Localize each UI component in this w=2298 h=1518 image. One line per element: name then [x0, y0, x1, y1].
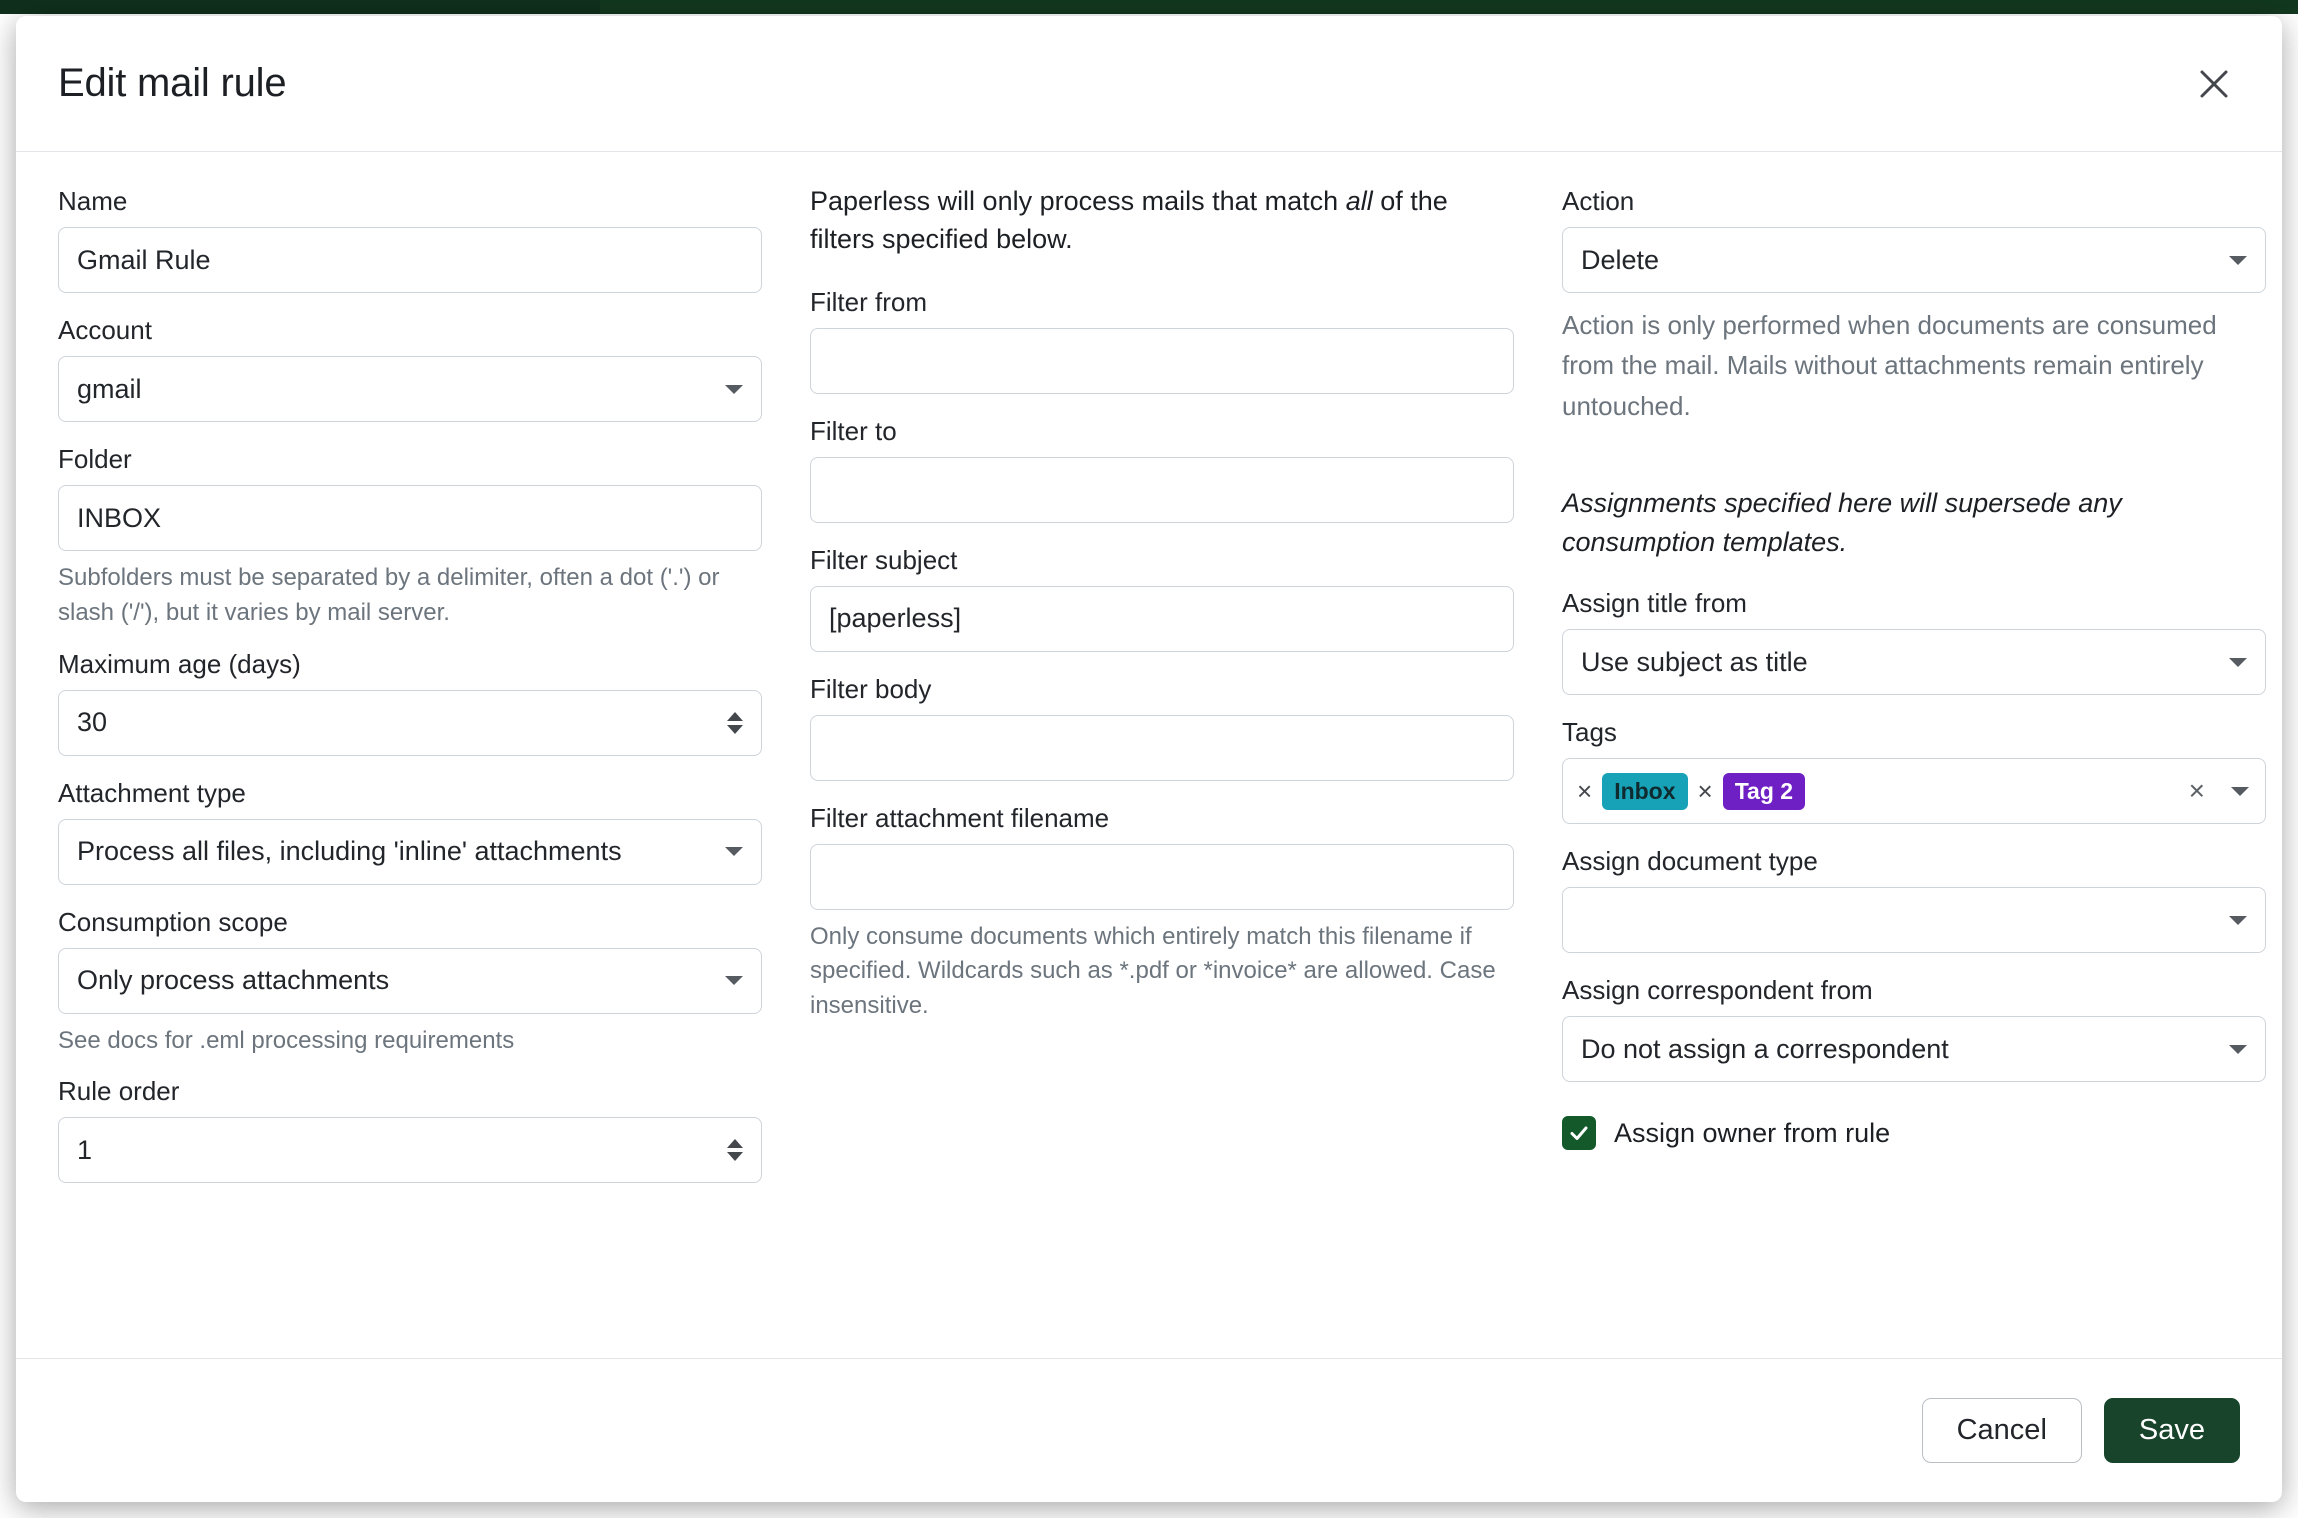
clear-icon[interactable]: ×	[2188, 775, 2205, 807]
attachment-type-select[interactable]	[58, 819, 762, 885]
backdrop-top-strip	[600, 0, 2298, 14]
filter-from-input[interactable]	[810, 328, 1514, 394]
remove-tag-icon[interactable]: ×	[1697, 776, 1713, 807]
account-value: gmail	[77, 373, 142, 404]
maximum-age-label: Maximum age (days)	[58, 648, 301, 679]
consumption-scope-help-text: See docs for .eml processing requirements	[58, 1026, 515, 1054]
filter-subject-input[interactable]	[810, 586, 1514, 652]
assign-correspondent-from-select[interactable]	[1562, 1016, 2266, 1082]
edit-mail-rule-dialog	[16, 16, 2282, 1502]
filter-subject-value: [paperless]	[829, 603, 962, 634]
action-label: Action	[1562, 186, 1635, 216]
assign-title-from-value: Use subject as title	[1581, 646, 1808, 677]
chevron-down-icon	[725, 385, 743, 394]
action-help-text: Action is only performed when documents are consumed from the mail. Mails without attachments remain entirely untouched.	[1562, 310, 2217, 421]
column-filters	[810, 182, 1514, 1358]
filter-body-input[interactable]	[810, 715, 1514, 781]
rule-order-stepper[interactable]	[58, 1117, 762, 1183]
assign-owner-label: Assign owner from rule	[1614, 1117, 1891, 1148]
assign-owner-from-rule-row[interactable]	[1562, 1116, 2266, 1150]
filters-intro-text: Paperless will only process mails that match all of the filters specified below.	[810, 186, 1448, 255]
name-input[interactable]	[58, 227, 762, 293]
save-button[interactable]: Save	[2104, 1398, 2240, 1464]
account-select[interactable]	[58, 356, 762, 422]
assign-owner-checkbox[interactable]	[1562, 1116, 1596, 1150]
tag-label: Inbox	[1602, 773, 1687, 810]
filter-from-label: Filter from	[810, 286, 927, 317]
action-value: Delete	[1581, 244, 1660, 275]
assign-correspondent-from-label: Assign correspondent from	[1562, 975, 1873, 1006]
chevron-down-icon	[725, 976, 743, 985]
chevron-down-icon	[2229, 658, 2247, 667]
filter-subject-label: Filter subject	[810, 544, 958, 575]
chevron-down-icon	[2229, 916, 2247, 925]
folder-help-text: Subfolders must be separated by a delimiter, often a dot ('.') or slash ('/'), but it varies by mail server.	[58, 564, 720, 626]
consumption-scope-label: Consumption scope	[58, 906, 288, 937]
dialog-footer	[16, 1358, 2282, 1502]
filter-to-label: Filter to	[810, 415, 897, 446]
tags-input[interactable]	[1562, 758, 2266, 824]
folder-label: Folder	[58, 444, 132, 474]
consumption-scope-select[interactable]	[58, 948, 762, 1014]
remove-tag-icon[interactable]: ×	[1577, 776, 1593, 807]
page-title: Edit mail rule	[58, 61, 287, 105]
tag-chip[interactable]	[1698, 773, 1806, 810]
chevron-down-icon[interactable]	[2231, 787, 2249, 796]
tags-label: Tags	[1562, 717, 1617, 748]
stepper-icon[interactable]	[727, 712, 743, 734]
name-label: Name	[58, 186, 128, 216]
filter-body-label: Filter body	[810, 673, 932, 704]
filter-attachment-help-text: Only consume documents which entirely match this filename if specified. Wildcards such as *.pdf or *invoice* are allowed. Case insensitive.	[810, 922, 1496, 1020]
filter-attachment-filename-label: Filter attachment filename	[810, 802, 1110, 833]
chevron-down-icon	[2229, 256, 2247, 265]
assign-title-from-label: Assign title from	[1562, 588, 1747, 619]
dialog-body	[16, 152, 2282, 1358]
rule-order-value: 1	[77, 1134, 93, 1165]
filter-to-input[interactable]	[810, 457, 1514, 523]
folder-value: INBOX	[77, 502, 162, 533]
folder-input[interactable]	[58, 485, 762, 551]
cancel-button[interactable]: Cancel	[1922, 1398, 2082, 1464]
column-actions	[1562, 182, 2266, 1358]
account-label: Account	[58, 315, 152, 345]
stepper-icon[interactable]	[727, 1139, 743, 1161]
assign-correspondent-from-value: Do not assign a correspondent	[1581, 1033, 1949, 1064]
assign-title-from-select[interactable]	[1562, 629, 2266, 695]
attachment-type-value: Process all files, including 'inline' attachments	[77, 836, 622, 867]
column-general	[58, 182, 762, 1358]
chevron-down-icon	[725, 847, 743, 856]
chevron-down-icon	[2229, 1045, 2247, 1054]
attachment-type-label: Attachment type	[58, 777, 246, 808]
rule-order-label: Rule order	[58, 1076, 180, 1107]
assign-document-type-select[interactable]	[1562, 887, 2266, 953]
filter-attachment-filename-input[interactable]	[810, 844, 1514, 910]
dialog-header	[16, 16, 2282, 152]
name-value: Gmail Rule	[77, 244, 211, 275]
consumption-scope-value: Only process attachments	[77, 965, 390, 996]
assign-document-type-label: Assign document type	[1562, 846, 1818, 877]
maximum-age-value: 30	[77, 707, 108, 738]
assignments-note: Assignments specified here will supersede any consumption templates.	[1562, 487, 2122, 558]
close-icon[interactable]	[2186, 56, 2242, 112]
tag-label: Tag 2	[1723, 773, 1805, 810]
maximum-age-stepper[interactable]	[58, 690, 762, 756]
tag-chip[interactable]	[1577, 773, 1688, 810]
action-select[interactable]	[1562, 227, 2266, 293]
